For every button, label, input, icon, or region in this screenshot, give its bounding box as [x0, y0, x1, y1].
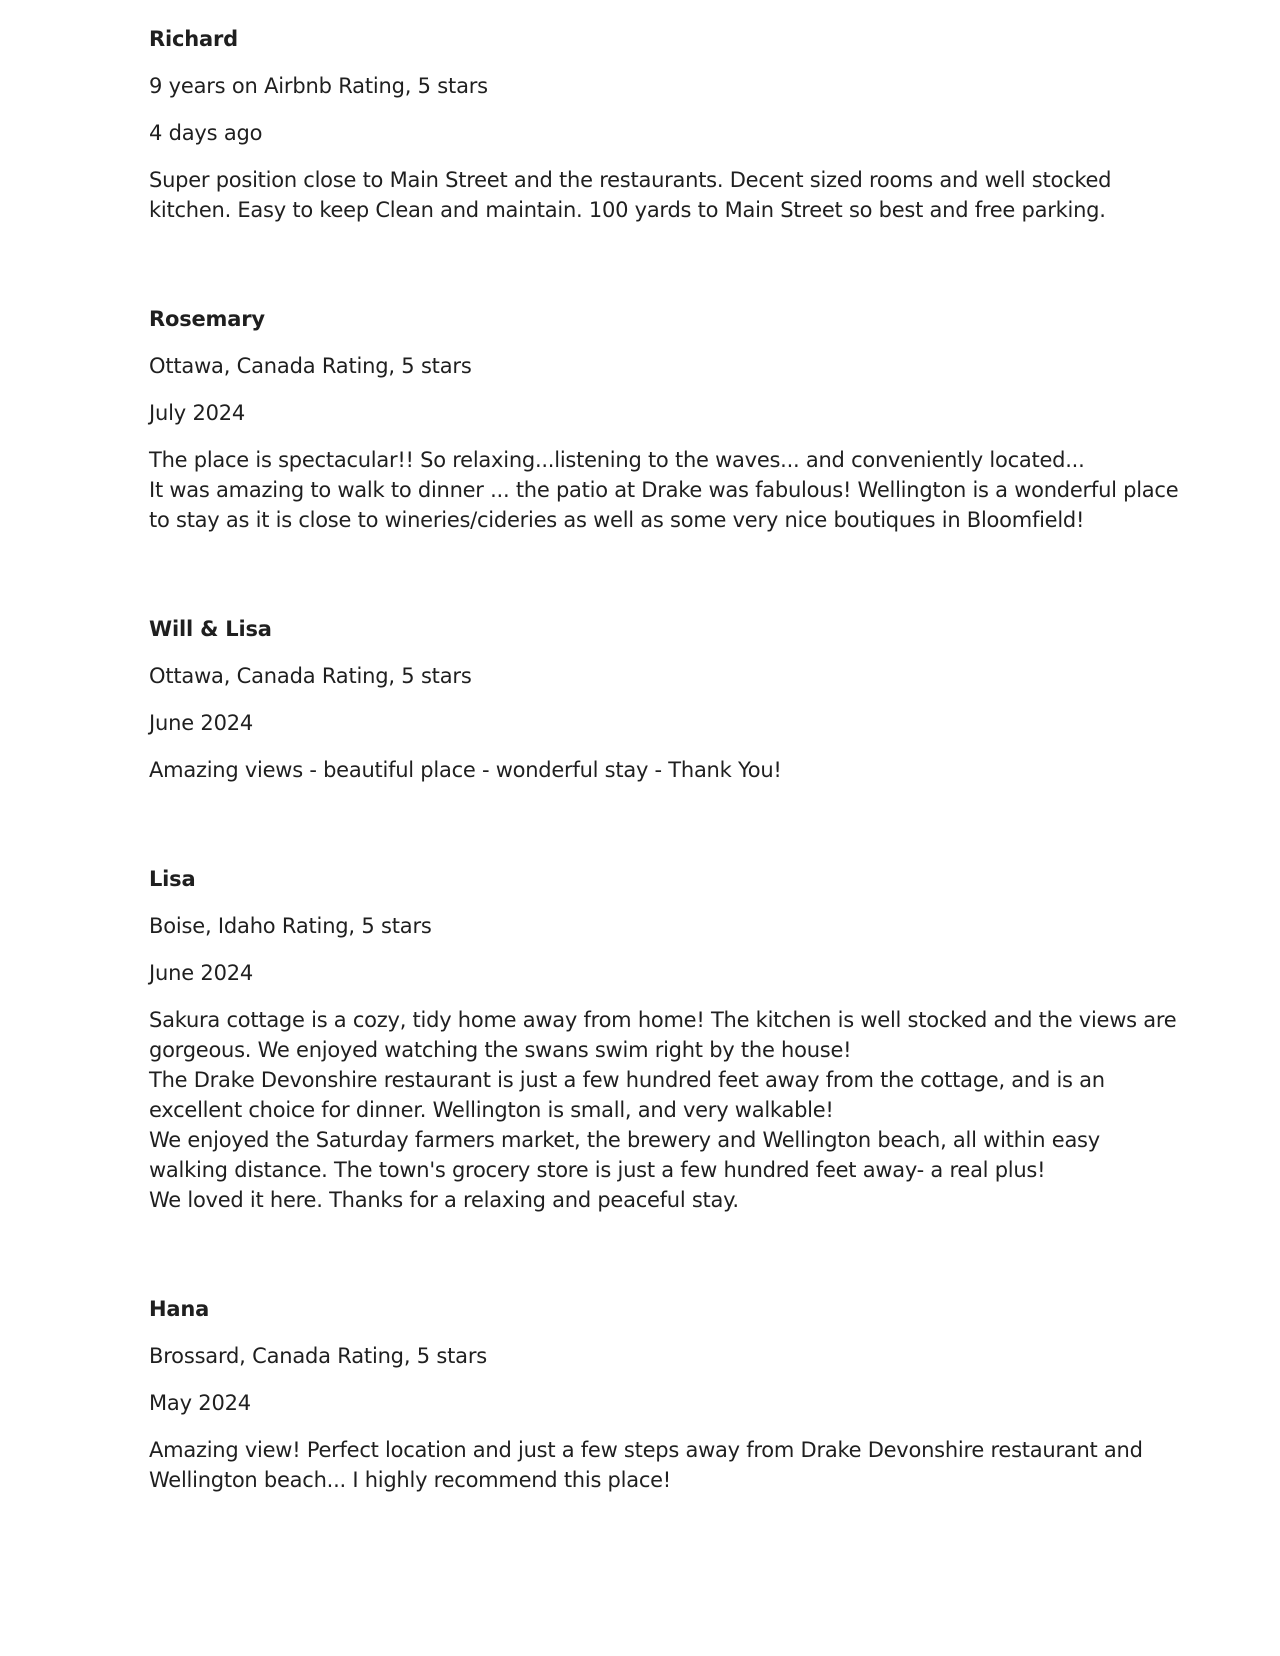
review-text-line: gorgeous. We enjoyed watching the swans swim right by the house!	[149, 1038, 852, 1062]
review-hana	[149, 1294, 1159, 1495]
reviewer-name: Will & Lisa	[149, 617, 272, 641]
reviewer-meta: Brossard, Canada Rating, 5 stars	[149, 1344, 488, 1368]
review-text	[149, 755, 1159, 785]
review-text-line: Amazing view! Perfect location and just a few steps away from Drake Devonshire restaurant and	[149, 1438, 1143, 1462]
review-text-line: Super position close to Main Street and the restaurants. Decent sized rooms and well stocked	[149, 168, 1112, 192]
review-date: June 2024	[149, 711, 254, 735]
review-date: May 2024	[149, 1391, 251, 1415]
review-text-line: Sakura cottage is a cozy, tidy home away from home! The kitchen is well stocked and the views are	[149, 1008, 1177, 1032]
review-date: July 2024	[149, 401, 246, 425]
review-text-line: It was amazing to walk to dinner ... the patio at Drake was fabulous! Wellington is a wonderful place	[149, 478, 1179, 502]
review-text-line: The Drake Devonshire restaurant is just a few hundred feet away from the cottage, and is an	[149, 1068, 1105, 1092]
review-richard	[149, 24, 1159, 225]
review-text-line: The place is spectacular!! So relaxing...listening to the waves... and conveniently located...	[149, 448, 1085, 472]
review-text-line: We loved it here. Thanks for a relaxing and peaceful stay.	[149, 1188, 739, 1212]
review-text-line: kitchen. Easy to keep Clean and maintain. 100 yards to Main Street so best and free parking.	[149, 198, 1106, 222]
review-lisa	[149, 864, 1177, 1215]
review-text	[149, 165, 1159, 225]
review-date: 4 days ago	[149, 121, 263, 145]
reviewer-name: Lisa	[149, 867, 196, 891]
reviews-page	[149, 24, 1179, 1574]
reviewer-meta: Boise, Idaho Rating, 5 stars	[149, 914, 432, 938]
review-rosemary	[149, 304, 1179, 535]
reviewer-name: Rosemary	[149, 307, 265, 331]
review-text	[149, 1005, 1177, 1215]
review-text-line: We enjoyed the Saturday farmers market, the brewery and Wellington beach, all within easy	[149, 1128, 1100, 1152]
reviewer-name: Richard	[149, 27, 238, 51]
reviewer-meta: Ottawa, Canada Rating, 5 stars	[149, 354, 472, 378]
reviewer-meta: Ottawa, Canada Rating, 5 stars	[149, 664, 472, 688]
review-text-line: Amazing views - beautiful place - wonderful stay - Thank You!	[149, 758, 782, 782]
reviewer-name: Hana	[149, 1297, 210, 1321]
review-text	[149, 445, 1179, 535]
review-text-line: Wellington beach... I highly recommend this place!	[149, 1468, 671, 1492]
reviewer-meta: 9 years on Airbnb Rating, 5 stars	[149, 74, 488, 98]
review-text	[149, 1435, 1159, 1495]
review-date: June 2024	[149, 961, 254, 985]
review-will-lisa	[149, 614, 1159, 785]
review-text-line: excellent choice for dinner. Wellington is small, and very walkable!	[149, 1098, 834, 1122]
review-text-line: walking distance. The town's grocery store is just a few hundred feet away- a real plus!	[149, 1158, 1046, 1182]
review-text-line: to stay as it is close to wineries/cideries as well as some very nice boutiques in Bloomfield!	[149, 508, 1085, 532]
